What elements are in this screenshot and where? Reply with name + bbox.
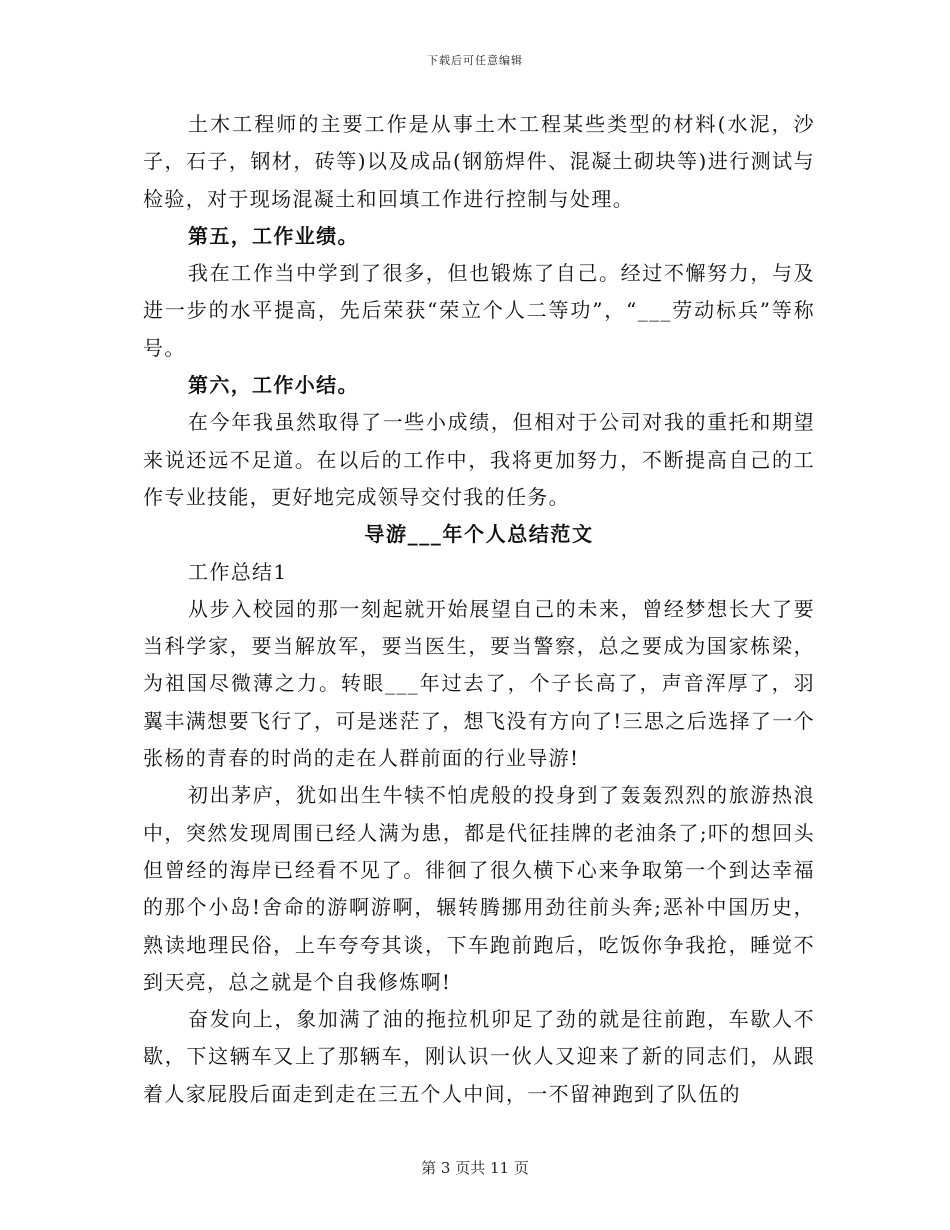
paragraph-engineer-duties: 土木工程师的主要工作是从事土木工程某些类型的材料(水泥，沙子，石子，钢材，砖等)以及成品(钢筋焊件、混凝土砌块等)进行测试与检验，对于现场混凝土和回填工作进行控制与处理。 xyxy=(143,112,815,211)
heading-work-achievements: 第五，工作业绩。 xyxy=(188,223,359,248)
paragraph-achievements: 我在工作当中学到了很多，但也锻炼了自己。经过不懈努力，与及进一步的水平提高，先后荣获“荣立个人二等功”，“___劳动标兵”等称号。 xyxy=(143,261,815,360)
paragraph-progress: 奋发向上，象加满了油的拖拉机卯足了劲的就是往前跑，车歇人不歇，下这辆车又上了那辆车，刚认识一伙人又迎来了新的同志们，从跟着人家屁股后面走到走在三五个人中间，一不留神跑到了队伍的 xyxy=(143,1007,815,1106)
document-body xyxy=(143,106,815,1113)
paragraph-dream: 从步入校园的那一刻起就开始展望自己的未来，曾经梦想长大了要当科学家，要当解放军，要当医生，要当警察，总之要成为国家栋梁，为祖国尽微薄之力。转眼___年过去了，个子长高了，声音浑厚了，羽翼丰满想要飞行了，可是迷茫了，想飞没有方向了!三思之后选择了一个张杨的青春的时尚的走在人群前面的行业导游! xyxy=(143,596,815,771)
paragraph-summary: 在今年我虽然取得了一些小成绩，但相对于公司对我的重托和期望来说还远不足道。在以后的工作中，我将更加努力，不断提高自己的工作专业技能，更好地完成领导交付我的任务。 xyxy=(143,410,815,509)
section-label: 工作总结1 xyxy=(188,559,288,584)
page-header: 下载后可任意编辑 xyxy=(427,54,523,67)
document-title: 导游___年个人总结范文 xyxy=(364,522,594,547)
page-number: 第 3 页共 11 页 xyxy=(421,1159,529,1177)
paragraph-beginner: 初出茅庐，犹如出生牛犊不怕虎般的投身到了轰轰烈烈的旅游热浪中，突然发现周围已经人满为患，都是代征挂牌的老油条了;吓的想回头但曾经的海岸已经看不见了。徘徊了很久横下心来争取第一个到达幸福的那个小岛!舍命的游啊游啊，辗转腾挪用劲往前头奔;恶补中国历史，熟读地理民俗，上车夸夸其谈，下车跑前跑后，吃饭你争我抢，睡觉不到天亮，总之就是个自我修炼啊! xyxy=(143,783,815,994)
heading-work-summary: 第六，工作小结。 xyxy=(188,373,359,398)
